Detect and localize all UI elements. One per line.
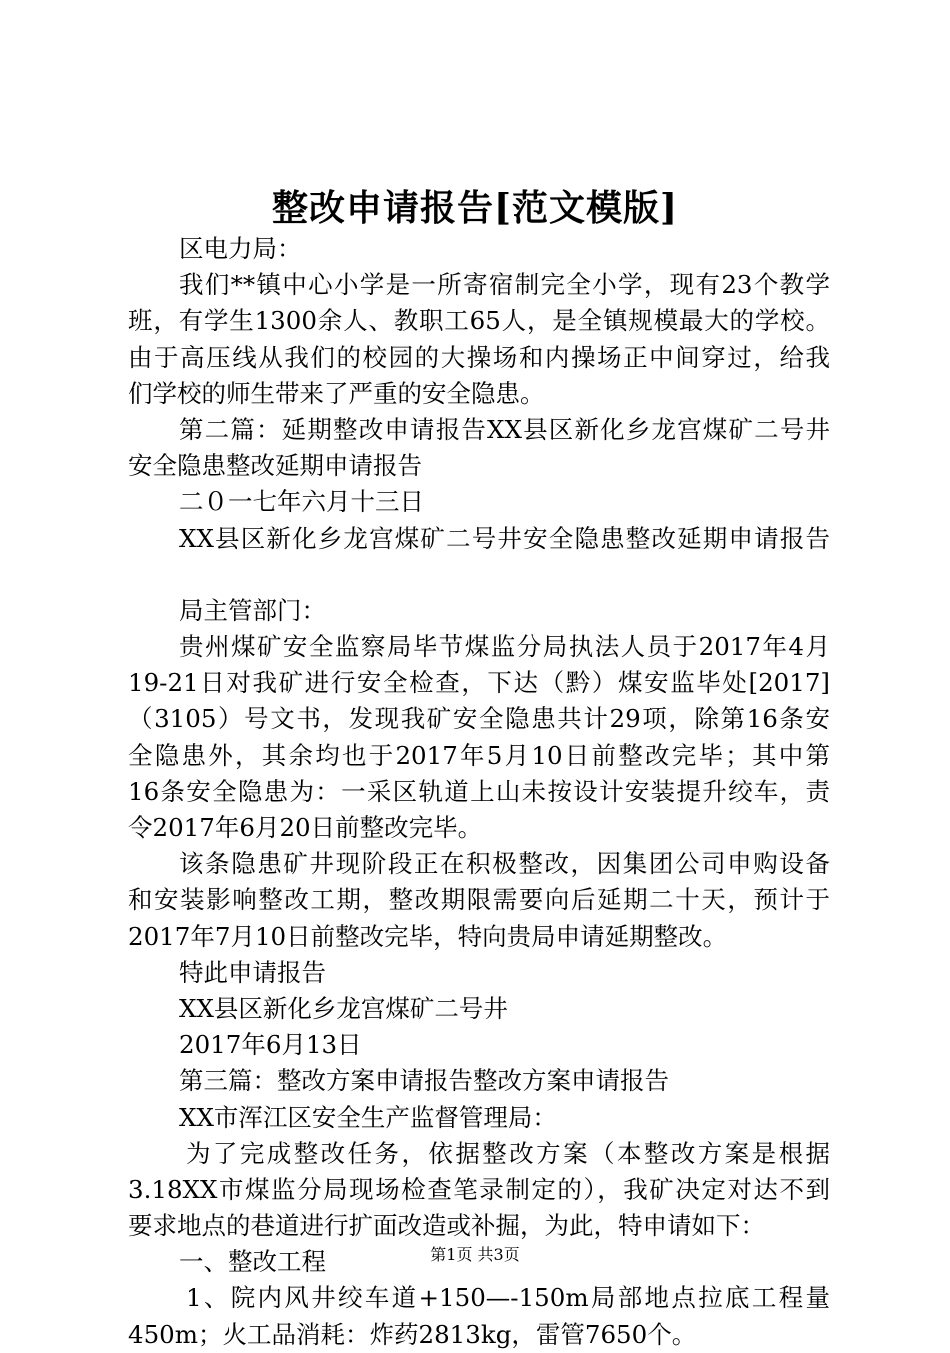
paragraph-line: 和安装影响整改工期，整改期限需要向后延期二十天，预计于 (128, 885, 830, 915)
paragraph-line: 3.18XX市煤监分局现场检查笔录制定的），我矿决定对达不到 (128, 1174, 830, 1204)
paragraph-line: 2017年7月10日前整改完毕，特向贵局申请延期整改。 (128, 921, 728, 951)
paragraph-line: 贵州煤矿安全监察局毕节煤监分局执法人员于2017年4月 (179, 632, 830, 662)
signature-line: XX县区新化乡龙宫煤矿二号井 (179, 993, 508, 1023)
page-footer: 第1页 共3页 (430, 1245, 520, 1264)
paragraph-line: 班，有学生1300余人、教职工65人，是全镇规模最大的学校。 (128, 306, 830, 336)
paragraph-line: 该条隐患矿井现阶段正在积极整改，因集团公司申购设备 (179, 849, 830, 879)
list-heading-line: 一、整改工程 (179, 1247, 326, 1277)
paragraph-line: 我们**镇中心小学是一所寄宿制完全小学，现有23个教学 (179, 270, 830, 300)
list-item-line: 450m；火工品消耗：炸药2813kg，雷管7650个。 (128, 1319, 697, 1349)
paragraph-line: 16条安全隐患为：一采区轨道上山未按设计安装提升绞车，责 (128, 776, 830, 806)
salutation-line: 局主管部门： (179, 595, 326, 625)
blank-line (128, 557, 830, 593)
report-title-line: XX县区新化乡龙宫煤矿二号井安全隐患整改延期申请报告 (179, 523, 830, 553)
section-heading-line: 第二篇：延期整改申请报告XX县区新化乡龙宫煤矿二号井 (179, 414, 830, 444)
paragraph-line: 要求地点的巷道进行扩面改造或补掘，为此，特申请如下： (128, 1211, 765, 1241)
date-line: 二０一七年六月十三日 (179, 487, 424, 517)
paragraph-line: （3105）号文书，发现我矿安全隐患共计29项，除第16条安 (128, 704, 830, 734)
salutation-line: 区电力局： (179, 234, 302, 263)
section-heading-line: 安全隐患整改延期申请报告 (128, 451, 422, 481)
page-title: 整改申请报告[范文模版] (271, 187, 679, 229)
closing-line: 特此申请报告 (179, 957, 326, 987)
paragraph-line: 令2017年6月20日前整改完毕。 (128, 813, 483, 842)
list-item-line: 1、院内风井绞车道+150—-150m局部地点拉底工程量 (186, 1283, 830, 1313)
salutation-line: XX市浑江区安全生产监督管理局： (179, 1102, 557, 1132)
paragraph-line: 全隐患外，其余均也于2017年5月10日前整改完毕；其中第 (128, 740, 830, 770)
paragraph-line: 由于高压线从我们的校园的大操场和内操场正中间穿过，给我 (128, 342, 830, 372)
date-line: 2017年6月13日 (179, 1030, 362, 1060)
paragraph-line: 们学校的师生带来了严重的安全隐患。 (128, 378, 545, 408)
paragraph-line: 19-21日对我矿进行安全检查，下达（黔）煤安监毕处[2017] (128, 668, 830, 698)
document-body (128, 231, 830, 1353)
paragraph-line: 为了完成整改任务，依据整改方案（本整改方案是根据 (186, 1138, 830, 1168)
section-heading-line: 第三篇：整改方案申请报告整改方案申请报告 (179, 1066, 669, 1096)
